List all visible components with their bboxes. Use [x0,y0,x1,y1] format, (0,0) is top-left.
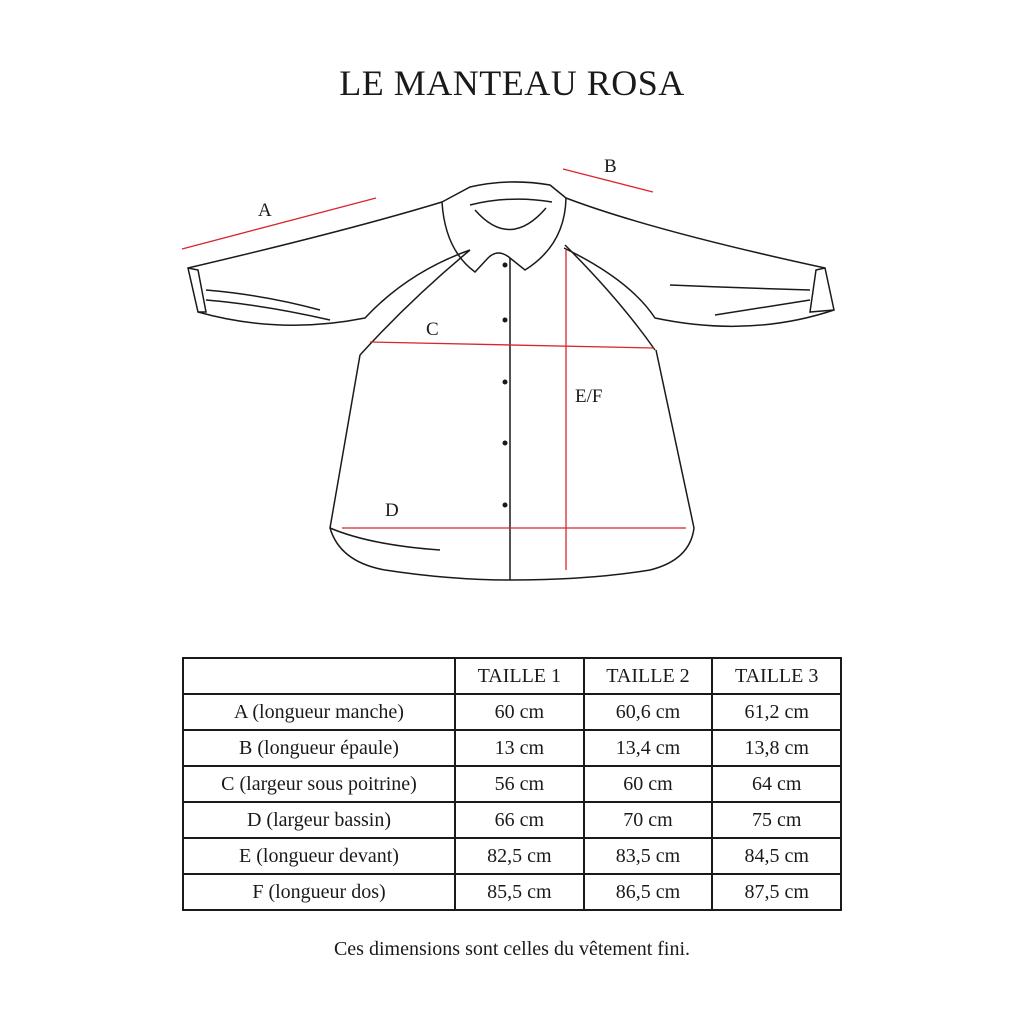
right-raglan-seam [565,245,655,350]
table-row [183,874,841,910]
label-ef: E/F [575,386,603,407]
size-table [182,657,842,911]
label-a: A [258,200,272,221]
coat-diagram [170,150,860,620]
table-cell: 70 cm [584,802,713,838]
label-b: B [604,156,617,177]
measure-lines [182,169,686,570]
hem-shadow [330,528,440,550]
measure-line-c [370,342,654,348]
buttons [503,263,508,508]
table-cell: 66 cm [455,802,584,838]
right-sleeve-fold-2 [715,300,810,315]
table-cell: 60 cm [455,694,584,730]
table-cell: 75 cm [712,802,841,838]
left-raglan-seam [360,250,470,355]
left-sleeve [188,202,470,325]
table-row [183,694,841,730]
collar-stand [470,199,552,205]
table-cell: 13,8 cm [712,730,841,766]
table-header-cell: TAILLE 1 [455,658,584,694]
table-cell: 82,5 cm [455,838,584,874]
right-sleeve [564,198,834,326]
table-cell: 60 cm [584,766,713,802]
page-title: LE MANTEAU ROSA [339,63,685,103]
table-header-cell [183,658,455,694]
table-cell: B (longueur épaule) [183,730,455,766]
table-cell: 87,5 cm [712,874,841,910]
table-cell: E (longueur devant) [183,838,455,874]
right-sleeve-fold [670,285,810,290]
label-d: D [385,500,399,521]
table-cell: 85,5 cm [455,874,584,910]
button [503,441,508,446]
table-header-cell: TAILLE 2 [584,658,713,694]
table-cell: D (largeur bassin) [183,802,455,838]
table-cell: 13 cm [455,730,584,766]
left-sleeve-fold-2 [206,300,330,320]
table-row [183,802,841,838]
table-cell: A (longueur manche) [183,694,455,730]
table-cell: F (longueur dos) [183,874,455,910]
table-cell: 86,5 cm [584,874,713,910]
table-header-cell: TAILLE 3 [712,658,841,694]
measure-line-a [182,198,376,249]
coat-outline [188,182,834,580]
table-row [183,838,841,874]
table-cell: 83,5 cm [584,838,713,874]
button [503,318,508,323]
table-cell: 56 cm [455,766,584,802]
table-cell: 64 cm [712,766,841,802]
button [503,263,508,268]
table-cell: 84,5 cm [712,838,841,874]
measure-labels [258,156,617,521]
button [503,380,508,385]
table-cell: 61,2 cm [712,694,841,730]
coat-body [330,350,694,580]
neckline [475,208,546,230]
footnote: Ces dimensions sont celles du vêtement fini. [333,938,691,960]
table-cell: C (largeur sous poitrine) [183,766,455,802]
label-c: C [426,319,439,340]
table-row [183,766,841,802]
table-cell: 60,6 cm [584,694,713,730]
table-header-row [183,658,841,694]
table-row [183,730,841,766]
table-cell: 13,4 cm [584,730,713,766]
button [503,503,508,508]
